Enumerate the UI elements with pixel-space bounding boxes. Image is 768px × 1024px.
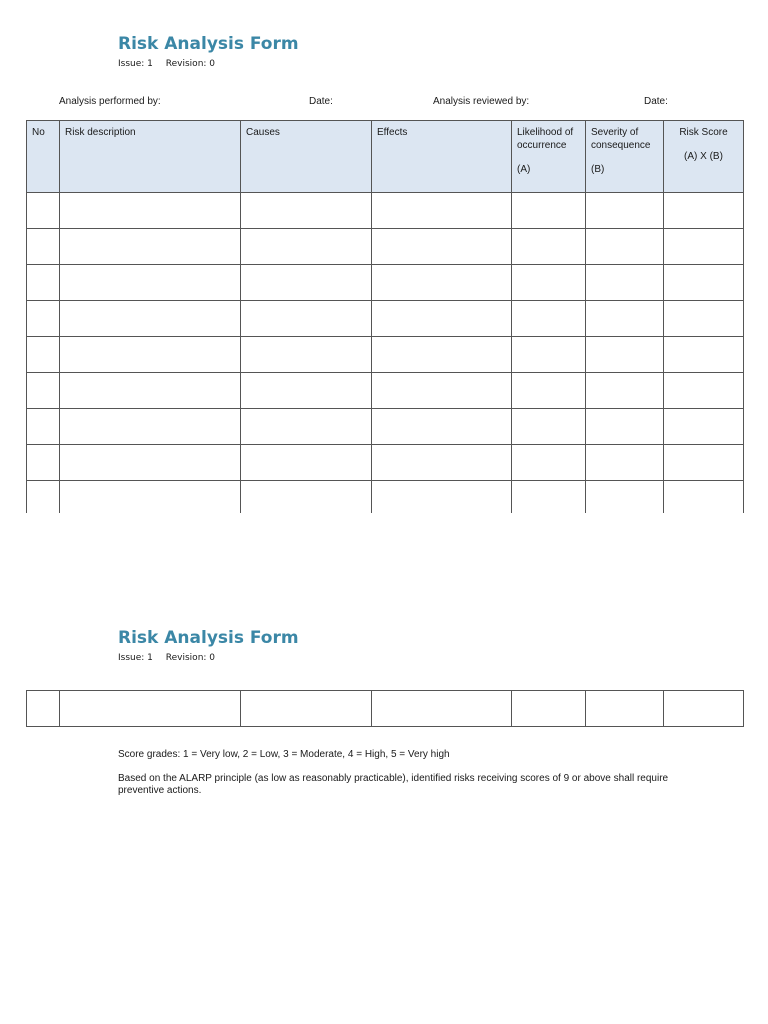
causes-cell[interactable] (241, 691, 372, 727)
effects-cell[interactable] (372, 373, 512, 409)
no-cell[interactable] (27, 691, 60, 727)
risk-description-cell[interactable] (60, 409, 241, 445)
likelihood-cell[interactable] (512, 409, 586, 445)
likelihood-cell[interactable] (512, 229, 586, 265)
risk-description-cell[interactable] (60, 265, 241, 301)
severity-cell[interactable] (586, 337, 664, 373)
causes-cell[interactable] (241, 193, 372, 229)
date-label-performed: Date: (309, 96, 333, 107)
risk-score-cell[interactable] (664, 301, 744, 337)
severity-cell[interactable] (586, 409, 664, 445)
no-cell[interactable] (27, 265, 60, 301)
no-cell[interactable] (27, 193, 60, 229)
causes-cell[interactable] (241, 265, 372, 301)
effects-cell[interactable] (372, 229, 512, 265)
table-row (27, 193, 744, 229)
likelihood-cell[interactable] (512, 691, 586, 727)
risk-score-cell[interactable] (664, 481, 744, 514)
no-cell[interactable] (27, 301, 60, 337)
causes-cell[interactable] (241, 445, 372, 481)
risk-score-cell[interactable] (664, 265, 744, 301)
likelihood-cell[interactable] (512, 301, 586, 337)
revision-number: Revision: 0 (165, 59, 216, 69)
risk-score-cell[interactable] (664, 445, 744, 481)
issue-revision-2 (118, 653, 225, 663)
table-row (27, 301, 744, 337)
table-row (27, 229, 744, 265)
no-cell[interactable] (27, 229, 60, 265)
risk-description-cell[interactable] (60, 229, 241, 265)
table-row (27, 265, 744, 301)
table-row (27, 691, 744, 727)
severity-cell[interactable] (586, 691, 664, 727)
no-cell[interactable] (27, 409, 60, 445)
no-cell[interactable] (27, 481, 60, 514)
causes-cell[interactable] (241, 373, 372, 409)
causes-cell[interactable] (241, 301, 372, 337)
effects-cell[interactable] (372, 409, 512, 445)
effects-cell[interactable] (372, 481, 512, 514)
table-row (27, 409, 744, 445)
no-cell[interactable] (27, 373, 60, 409)
risk-description-cell[interactable] (60, 373, 241, 409)
risk-score-cell[interactable] (664, 691, 744, 727)
header-effects: Effects (372, 121, 512, 193)
likelihood-cell[interactable] (512, 337, 586, 373)
causes-cell[interactable] (241, 229, 372, 265)
risk-analysis-table (26, 120, 744, 513)
severity-cell[interactable] (586, 193, 664, 229)
issue-number-2: Issue: 1 (118, 653, 153, 663)
severity-cell[interactable] (586, 301, 664, 337)
table-row (27, 373, 744, 409)
risk-score-cell[interactable] (664, 373, 744, 409)
issue-number: Issue: 1 (118, 59, 153, 69)
revision-number-2: Revision: 0 (165, 653, 216, 663)
header-risk-description: Risk description (60, 121, 241, 193)
causes-cell[interactable] (241, 337, 372, 373)
table-row (27, 481, 744, 514)
likelihood-cell[interactable] (512, 481, 586, 514)
risk-description-cell[interactable] (60, 301, 241, 337)
effects-cell[interactable] (372, 691, 512, 727)
risk-description-cell[interactable] (60, 691, 241, 727)
risk-description-cell[interactable] (60, 193, 241, 229)
effects-cell[interactable] (372, 193, 512, 229)
likelihood-cell[interactable] (512, 373, 586, 409)
severity-cell[interactable] (586, 229, 664, 265)
header-severity-sub: (B) (591, 164, 605, 175)
score-grades-note: Score grades: 1 = Very low, 2 = Low, 3 = Moderate, 4 = High, 5 = Very high (118, 749, 450, 760)
risk-table-clip (0, 120, 768, 513)
header-causes: Causes (241, 121, 372, 193)
severity-cell[interactable] (586, 481, 664, 514)
header-severity: Severity of consequence (B) (586, 121, 664, 193)
effects-cell[interactable] (372, 445, 512, 481)
risk-description-cell[interactable] (60, 337, 241, 373)
risk-analysis-table-continued (26, 690, 744, 727)
page-title-2: Risk Analysis Form (118, 628, 299, 648)
likelihood-cell[interactable] (512, 265, 586, 301)
likelihood-cell[interactable] (512, 445, 586, 481)
analysis-performed-by-label: Analysis performed by: (59, 96, 161, 107)
table-row (27, 337, 744, 373)
effects-cell[interactable] (372, 265, 512, 301)
header-likelihood-sub: (A) (517, 164, 531, 175)
effects-cell[interactable] (372, 337, 512, 373)
causes-cell[interactable] (241, 481, 372, 514)
date-label-reviewed: Date: (644, 96, 668, 107)
page-title: Risk Analysis Form (118, 34, 299, 54)
alarp-principle-note: Based on the ALARP principle (as low as reasonably practicable), identified risks receiving scores of 9 or above shall require preventive actions. (118, 773, 669, 796)
severity-cell[interactable] (586, 373, 664, 409)
risk-score-cell[interactable] (664, 409, 744, 445)
header-likelihood: Likelihood of occurrence (A) (512, 121, 586, 193)
table-row (27, 445, 744, 481)
risk-description-cell[interactable] (60, 481, 241, 514)
risk-score-cell[interactable] (664, 229, 744, 265)
header-risk-score-sub: (A) X (B) (684, 151, 723, 162)
causes-cell[interactable] (241, 409, 372, 445)
no-cell[interactable] (27, 445, 60, 481)
effects-cell[interactable] (372, 301, 512, 337)
table-header-row (27, 121, 744, 193)
header-no: No (27, 121, 60, 193)
severity-cell[interactable] (586, 265, 664, 301)
risk-score-cell[interactable] (664, 337, 744, 373)
risk-description-cell[interactable] (60, 445, 241, 481)
no-cell[interactable] (27, 337, 60, 373)
analysis-reviewed-by-label: Analysis reviewed by: (433, 96, 530, 107)
severity-cell[interactable] (586, 445, 664, 481)
risk-score-cell[interactable] (664, 193, 744, 229)
header-risk-score: Risk Score (A) X (B) (664, 121, 744, 193)
likelihood-cell[interactable] (512, 193, 586, 229)
issue-revision (118, 59, 225, 69)
